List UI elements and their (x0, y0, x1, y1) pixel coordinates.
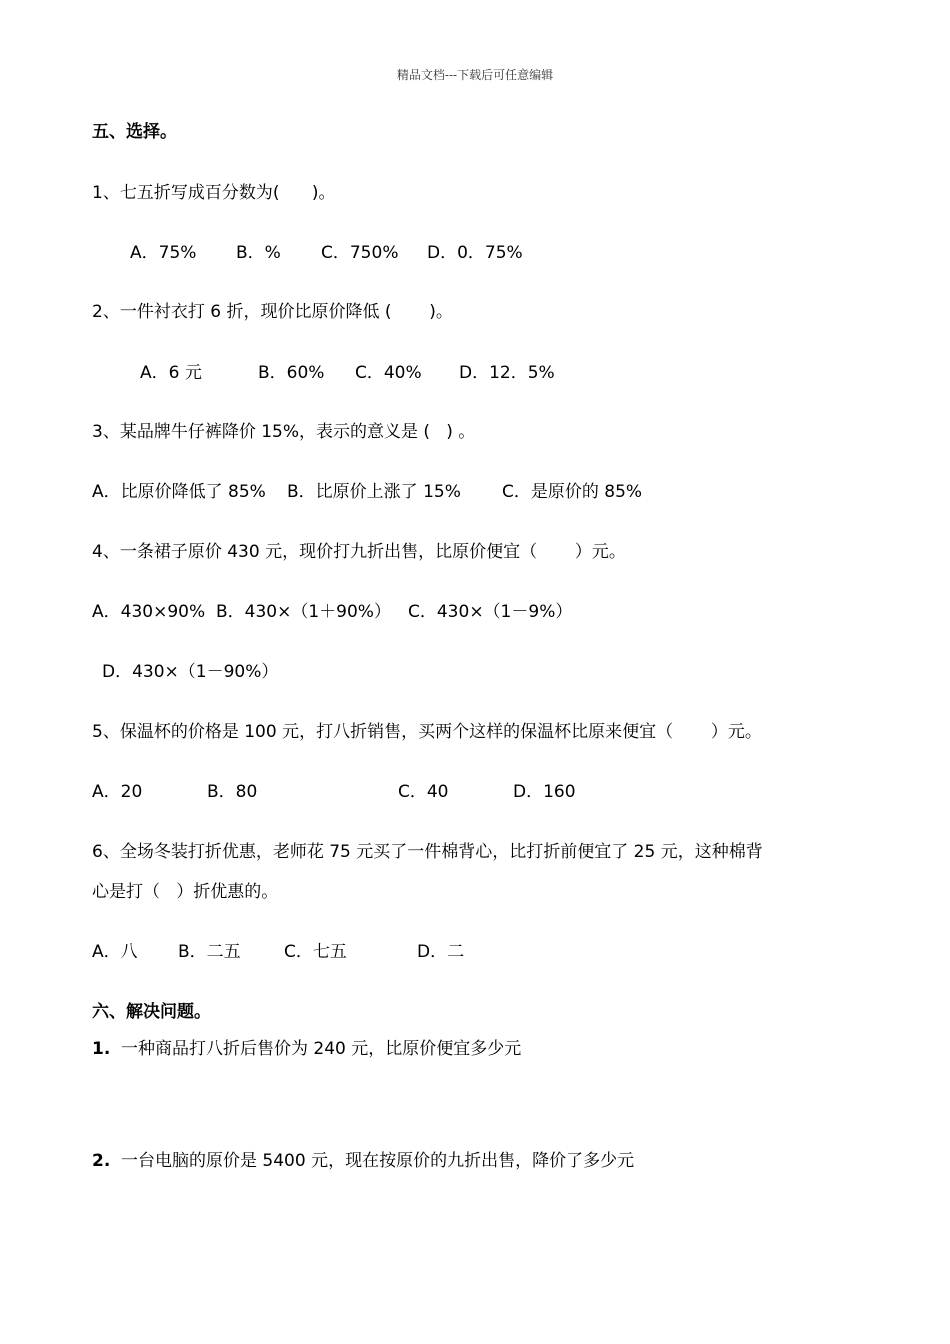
section-title-choice: 五、选择。 (92, 122, 177, 142)
q5-option-d: D．160 (513, 782, 576, 802)
q6-option-b: B．二五 (178, 942, 241, 962)
question-2: 2、一件衬衣打 6 折，现价比原价降低 ( )。 (92, 302, 453, 322)
q2-option-a: A．6 元 (140, 363, 202, 383)
q4-option-d: D．430×（1－90%） (102, 662, 279, 682)
q1-option-c: C．750% (321, 243, 399, 263)
q4-option-b: B．430×（1＋90%） (216, 602, 391, 622)
section-title-problems: 六、解决问题。 (92, 1002, 211, 1022)
question-3: 3、某品牌牛仔裤降价 15%，表示的意义是 ( ) 。 (92, 422, 476, 442)
q2-option-c: C．40% (355, 363, 422, 383)
q1-option-d: D．0．75% (427, 243, 523, 263)
q3-option-b: B．比原价上涨了 15% (287, 482, 461, 502)
problem-1-number: 1. (92, 1039, 111, 1059)
page-header: 精品文档---下载后可任意编辑 (396, 68, 554, 82)
q6-option-a: A．八 (92, 942, 138, 962)
question-1: 1、七五折写成百分数为( )。 (92, 183, 336, 203)
q4-option-c: C．430×（1－9%） (408, 602, 573, 622)
q3-option-a: A．比原价降低了 85% (92, 482, 266, 502)
q6-option-d: D．二 (417, 942, 465, 962)
q2-option-d: D．12．5% (459, 363, 555, 383)
q4-option-a: A．430×90% (92, 602, 206, 622)
question-4: 4、一条裙子原价 430 元，现价打九折出售，比原价便宜（ ）元。 (92, 542, 626, 562)
q6-option-c: C．七五 (284, 942, 347, 962)
q5-option-c: C．40 (398, 782, 449, 802)
q5-option-a: A．20 (92, 782, 143, 802)
problem-2-number: 2. (92, 1151, 111, 1171)
question-6-line-1: 6、全场冬装打折优惠，老师花 75 元买了一件棉背心，比打折前便宜了 25 元，这种棉背 (92, 842, 763, 862)
problem-2-text: 一台电脑的原价是 5400 元，现在按原价的九折出售，降价了多少元 (121, 1151, 635, 1171)
problem-1-text: 一种商品打八折后售价为 240 元，比原价便宜多少元 (121, 1039, 522, 1059)
q5-option-b: B．80 (207, 782, 258, 802)
question-6-line-2: 心是打（ ）折优惠的。 (92, 882, 279, 902)
q1-option-a: A．75% (130, 243, 197, 263)
question-5: 5、保温杯的价格是 100 元，打八折销售，买两个这样的保温杯比原来便宜（ ）元。 (92, 722, 762, 742)
q3-option-c: C．是原价的 85% (502, 482, 643, 502)
q2-option-b: B．60% (258, 363, 325, 383)
q1-option-b: B．% (236, 243, 281, 263)
